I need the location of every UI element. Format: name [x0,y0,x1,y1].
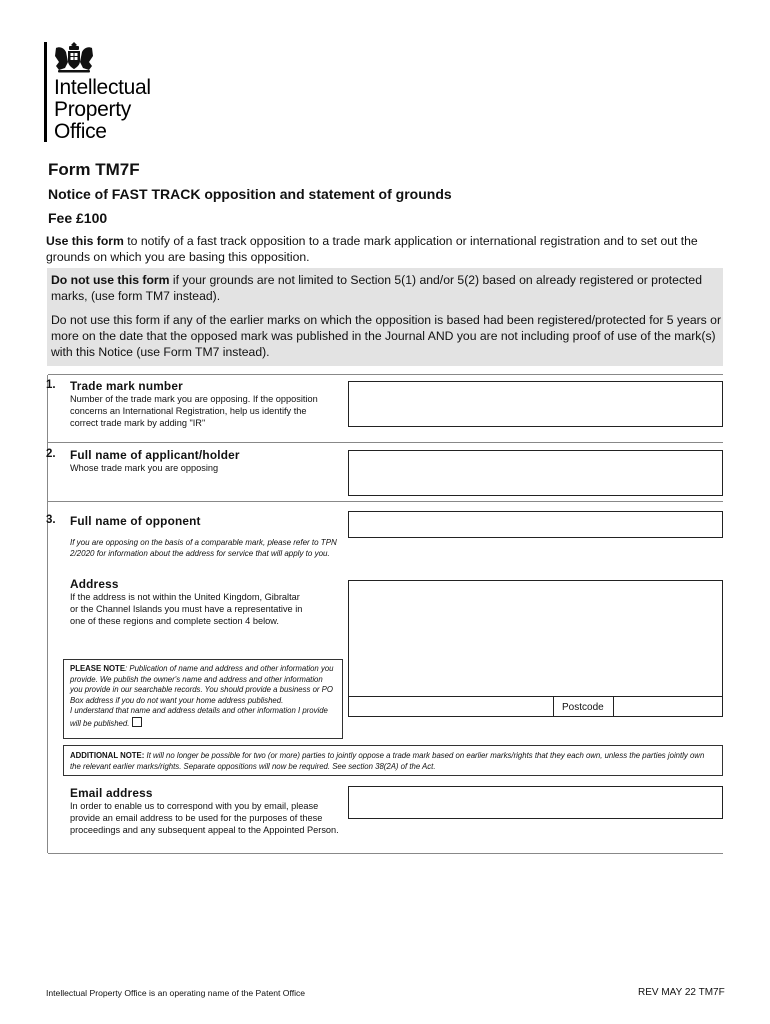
intro-use-bold: Use this form [46,234,124,248]
section-2-heading: Full name of applicant/holder [70,448,240,462]
section-3-number: 3. [46,514,56,526]
footer-revision: REV MAY 22 TM7F [638,987,725,998]
please-note-confirm: I understand that name and address details and other information I provide will be published. [70,706,328,728]
form-fee: Fee £100 [48,210,108,226]
warning-box [47,268,723,366]
section-3-comparable-mark-note: If you are opposing on the basis of a comparable mark, please refer to TPN 2/2020 for information about the address for service that will apply to you. [70,538,337,558]
section-1-description: Number of the trade mark you are opposing. If the opposition concerns an International Registration, help us identify the correct trade mark by adding "IR" [70,394,318,428]
opponent-name-field[interactable] [348,511,723,538]
section-1-heading: Trade mark number [70,379,183,393]
warning-paragraph-2: Do not use this form if any of the earlier marks on which the opposition is based had been registered/protected for 5 years or more on the date that the opposed mark was published in the Journal AND you are not including proof of use of the mark(s) with this Notice (use Form TM7 instead). [51,313,721,359]
please-note-label: PLEASE NOTE [70,664,126,673]
please-note-box [63,659,343,739]
logo-bar [44,42,47,142]
section-2-divider [48,442,723,443]
postcode-label: Postcode [553,696,614,717]
coat-of-arms-icon [52,40,96,74]
intro-use-text: to notify of a fast track opposition to a trade mark application or international registration and to set out the grounds on which you are basing this opposition. [46,234,698,264]
warning-1-bold: Do not use this form [51,273,170,287]
section-3-divider [48,501,723,502]
please-note-body: : Publication of name and address and other information you provide. We publish the owner's name and address and other information you provide in our searchable records. You should provide a business or PO Box address if you do not want your home address published. [70,664,334,705]
warning-paragraph-1 [51,272,721,304]
section-3-heading: Full name of opponent [70,514,201,528]
postcode-field[interactable] [613,696,723,717]
logo-line-3: Office [54,120,107,143]
address-last-line-field[interactable] [348,696,554,717]
additional-note-box [63,745,723,776]
footer-operating-name: Intellectual Property Office is an operating name of the Patent Office [46,988,306,998]
logo-wordmark [54,77,151,143]
publish-consent-checkbox[interactable] [132,717,142,727]
section-2-number: 2. [46,448,56,460]
section-left-rule [47,375,48,853]
address-description: If the address is not within the United Kingdom, Gibraltar or the Channel Islands you must have a representative in one of these regions and complete section 4 below. [70,592,303,626]
additional-note-text [70,751,716,772]
applicant-name-field[interactable] [348,450,723,496]
please-note-text [70,664,336,729]
email-heading: Email address [70,786,153,800]
intro-paragraph [46,233,726,265]
form-title: Form TM7F [48,160,140,179]
form-subtitle: Notice of FAST TRACK opposition and statement of grounds [48,186,452,202]
trade-mark-number-field[interactable] [348,381,723,427]
email-description: In order to enable us to correspond with you by email, please provide an email address to be used for the purposes of these proceedings and any subsequent appeal to the Appointed Person. [70,801,339,835]
section-2-description: Whose trade mark you are opposing [70,463,219,473]
additional-note-label: ADDITIONAL NOTE: [70,751,145,760]
email-field[interactable] [348,786,723,819]
address-heading: Address [70,577,119,591]
section-1-divider [48,374,723,375]
logo-line-1: Intellectual [54,76,151,99]
email-section-bottom-divider [48,853,723,854]
warning-1-text: if your grounds are not limited to Section 5(1) and/or 5(2) based on already registered or protected marks, (use form TM7 instead). [51,273,702,303]
additional-note-body: It will no longer be possible for two (or more) parties to jointly oppose a trade mark based on earlier marks/rights that they each own, unless the parties jointly own the relevant earlier marks/rights. Separate oppositions will now be required. See section 38(2A) of the Act. [70,751,705,771]
section-1-number: 1. [46,379,56,391]
logo-line-2: Property [54,98,131,121]
address-field[interactable] [348,580,723,697]
